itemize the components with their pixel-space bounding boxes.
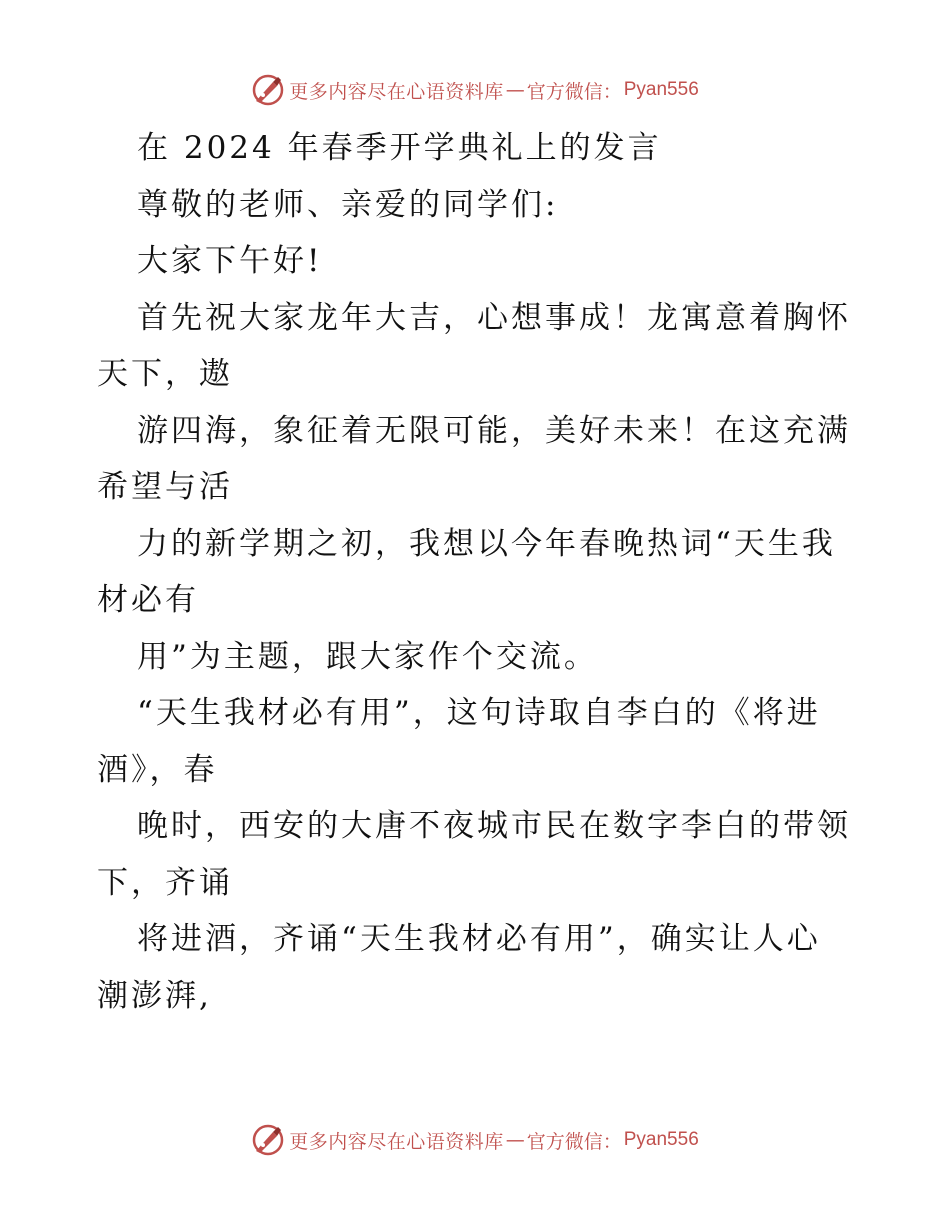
text-line: 天下，遨 xyxy=(97,356,233,392)
watermark-wechat-id: Pyan556 xyxy=(623,1129,699,1150)
watermark-text: 更多内容尽在心语资料库 xyxy=(289,80,504,103)
document-body xyxy=(97,120,857,1024)
text-line: 材必有 xyxy=(97,582,199,618)
text-line: “天生我材必有用”，这句诗取自李白的《将进 xyxy=(137,695,821,731)
watermark-dash: — xyxy=(505,1129,525,1151)
watermark-wechat-id: Pyan556 xyxy=(623,79,699,100)
watermark-label: 官方微信： xyxy=(526,80,622,103)
pen-logo-icon xyxy=(251,1123,285,1157)
text-line: 将进酒，齐诵“天生我材必有用”，确实让人心 xyxy=(137,921,821,957)
watermark-label: 官方微信： xyxy=(526,1130,622,1153)
header-watermark xyxy=(0,70,950,110)
footer-watermark xyxy=(0,1120,950,1160)
text-line: 晚时，西安的大唐不夜城市民在数字李白的带领 xyxy=(137,808,851,844)
text-line: 潮澎湃, xyxy=(97,977,212,1014)
text-line: 首先祝大家龙年大吉，心想事成！龙寓意着胸怀 xyxy=(137,299,851,336)
greeting: 大家下午好! xyxy=(137,243,323,279)
text-line: 希望与活 xyxy=(97,469,233,505)
document-title: 在 2024 年春季开学典礼上的发言 xyxy=(137,130,662,166)
text-line: 酒》，春 xyxy=(97,751,218,788)
watermark-dash: — xyxy=(505,79,525,101)
salutation: 尊敬的老师、亲爱的同学们: xyxy=(137,186,559,223)
text-line: 游四海，象征着无限可能，美好未来！在这充满 xyxy=(137,412,851,449)
text-line: 力的新学期之初，我想以今年春晚热词“天生我 xyxy=(137,525,836,562)
watermark-text: 更多内容尽在心语资料库 xyxy=(289,1130,504,1153)
text-line: 下，齐诵 xyxy=(97,864,233,901)
pen-logo-icon xyxy=(251,73,285,107)
text-line: 用”为主题，跟大家作个交流。 xyxy=(137,638,598,675)
